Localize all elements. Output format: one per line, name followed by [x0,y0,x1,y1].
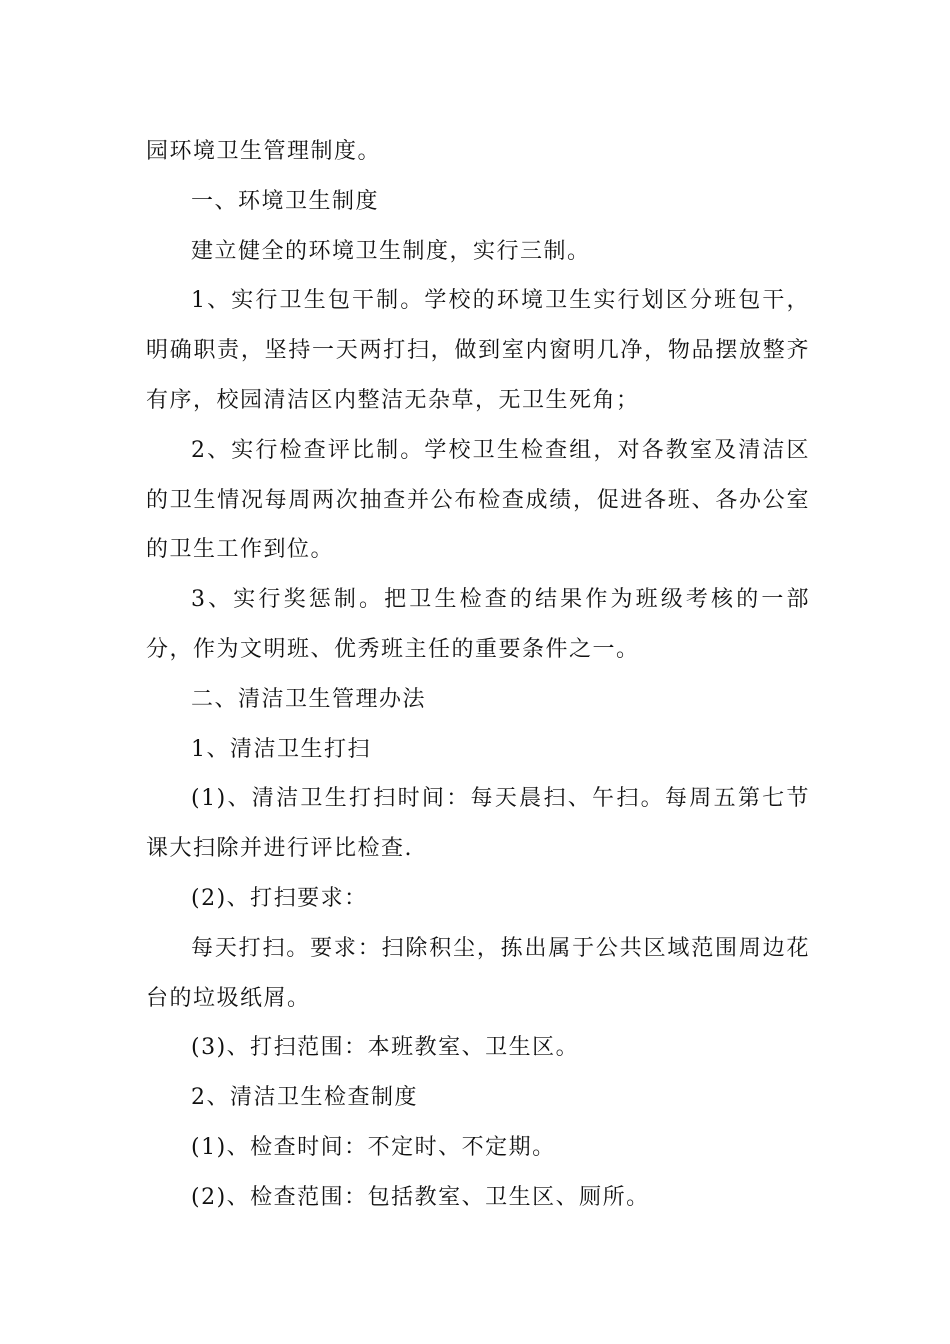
paragraph-contract-system: 1、实行卫生包干制。学校的环境卫生实行划区分班包干，明确职责，坚持一天两打扫，做到室内窗明几净，物品摆放整齐有序，校园清洁区内整洁无杂草，无卫生死角； [146,288,810,413]
paragraph-cleaning-scope: (3)、打扫范围：本班教室、卫生区。 [191,1035,580,1061]
paragraph-inspection-system: 2、实行检查评比制。学校卫生检查组，对各教室及清洁区的卫生情况每周两次抽查并公布检查成绩，促进各班、各办公室的卫生工作到位。 [146,437,810,563]
paragraph-inspection-scope: (2)、检查范围：包括教室、卫生区、厕所。 [191,1184,650,1210]
paragraph-daily-cleaning: 每天打扫。要求：扫除积尘，拣出属于公共区域范围周边花台的垃圾纸屑。 [146,935,810,1011]
document-body [146,127,810,1223]
paragraph-inspection-time: (1)、检查时间：不定时、不定期。 [191,1134,556,1160]
paragraph-reward-system: 3、实行奖惩制。把卫生检查的结果作为班级考核的一部分，作为文明班、优秀班主任的重要条件之一。 [146,587,810,662]
paragraph-cleaning-requirements: (2)、打扫要求： [191,885,368,911]
section-heading-cleaning-management: 二、清洁卫生管理办法 [191,686,427,712]
paragraph-cleaning-time: (1)、清洁卫生打扫时间：每天晨扫、午扫。每周五第七节课大扫除并进行评比检查. [146,786,810,862]
paragraph-continuation: 园环境卫生管理制度。 [146,139,382,164]
section-heading-environment-hygiene-system: 一、环境卫生制度 [191,188,380,214]
paragraph-three-systems: 建立健全的环境卫生制度，实行三制。 [191,238,591,264]
subheading-cleaning: 1、清洁卫生打扫 [191,736,371,762]
subheading-inspection-system: 2、清洁卫生检查制度 [191,1085,418,1111]
